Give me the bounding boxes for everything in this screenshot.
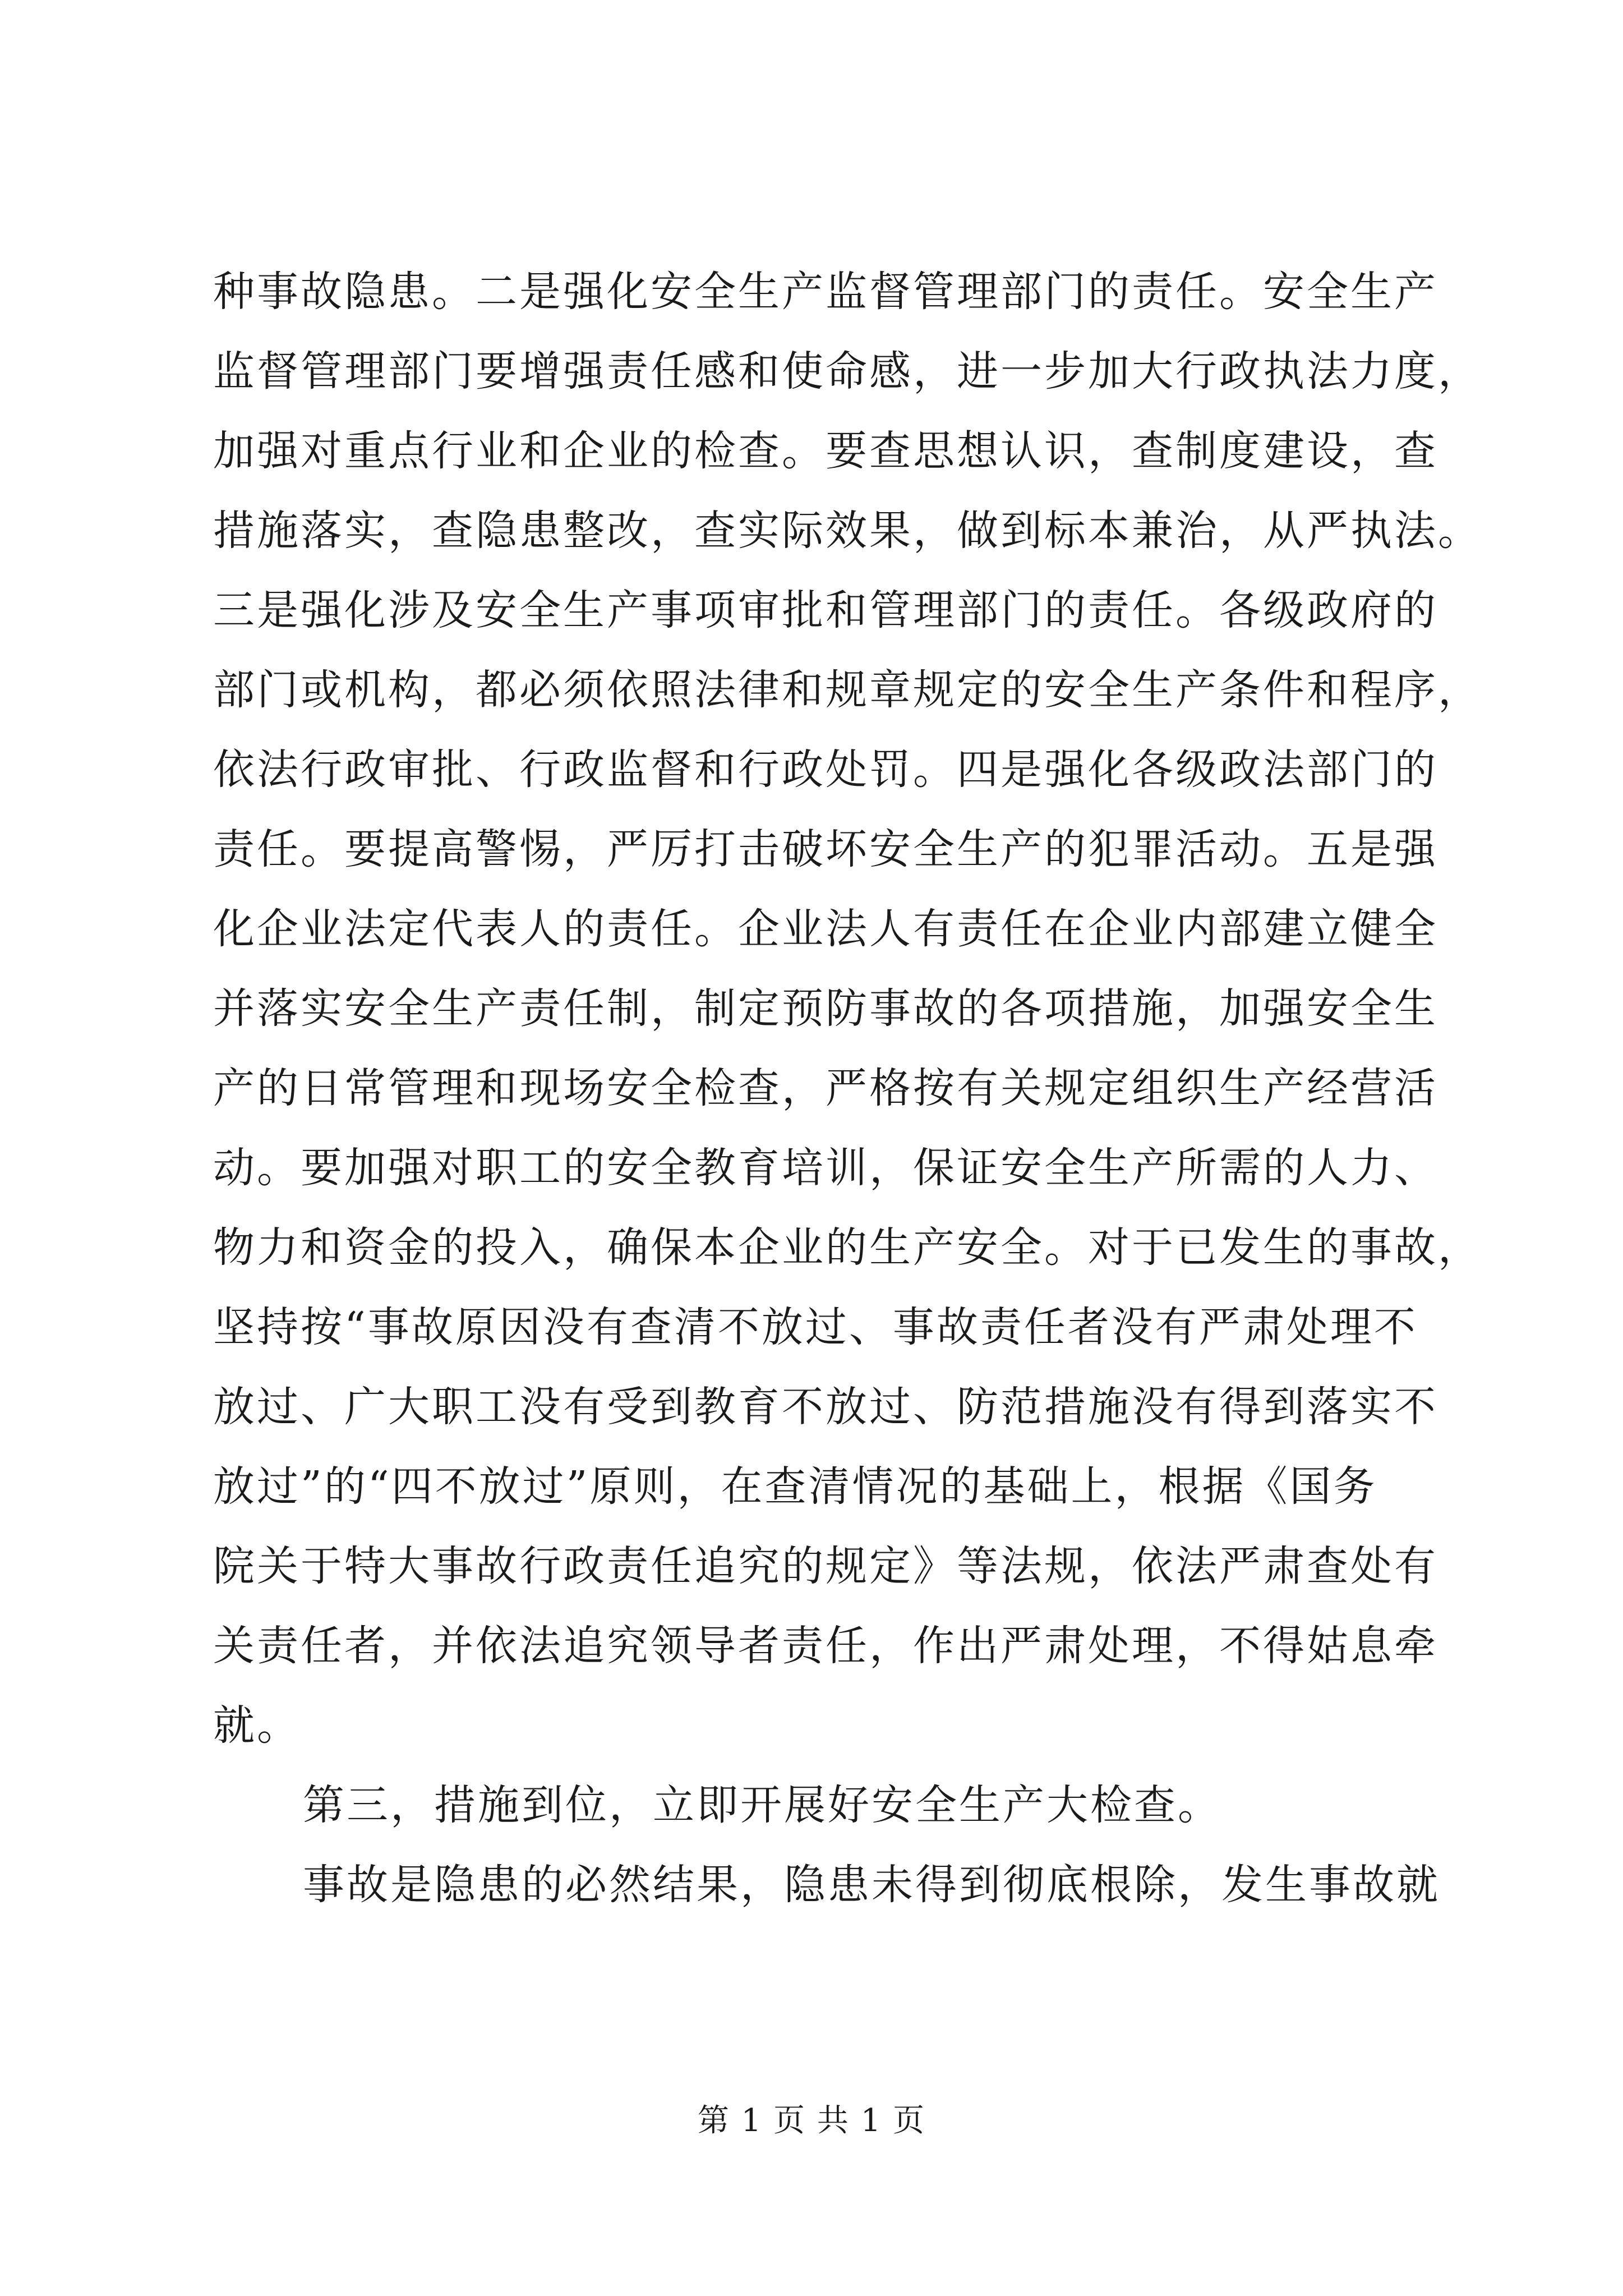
text-line: 监督管理部门要增强责任感和使命感，进一步加大行政执法力度， bbox=[213, 347, 1482, 395]
text-line: 种事故隐患。二是强化安全生产监督管理部门的责任。安全生产 bbox=[213, 268, 1438, 316]
text-line: 放过”的“四不放过”原则，在查清情况的基础上，根据《国务 bbox=[213, 1462, 1377, 1511]
text-line: 三是强化涉及安全生产事项审批和管理部门的责任。各级政府的 bbox=[213, 586, 1438, 634]
page-footer: 第 1 页 共 1 页 bbox=[697, 2102, 926, 2139]
text-line: 并落实安全生产责任制，制定预防事故的各项措施，加强安全生 bbox=[213, 984, 1438, 1033]
text-line: 物力和资金的投入，确保本企业的生产安全。对于已发生的事故， bbox=[213, 1223, 1482, 1272]
text-line: 依法行政审批、行政监督和行政处罚。四是强化各级政法部门的 bbox=[213, 746, 1438, 794]
text-line: 动。要加强对职工的安全教育培训，保证安全生产所需的人力、 bbox=[213, 1144, 1438, 1192]
text-line: 化企业法定代表人的责任。企业法人有责任在企业内部建立健全 bbox=[213, 905, 1438, 953]
text-line: 部门或机构，都必须依照法律和规章规定的安全生产条件和程序， bbox=[213, 666, 1482, 714]
text-line: 院关于特大事故行政责任追究的规定》等法规，依法严肃查处有 bbox=[213, 1542, 1438, 1590]
text-line: 坚持按“事故原因没有查清不放过、事故责任者没有严肃处理不 bbox=[213, 1303, 1418, 1351]
section-heading: 第三，措施到位，立即开展好安全生产大检查。 bbox=[303, 1781, 1221, 1829]
text-line: 措施落实，查隐患整改，查实际效果，做到标本兼治，从严执法。 bbox=[213, 507, 1482, 555]
text-line: 事故是隐患的必然结果，隐患未得到彻底根除，发生事故就 bbox=[303, 1861, 1440, 1909]
text-line: 放过、广大职工没有受到教育不放过、防范措施没有得到落实不 bbox=[213, 1383, 1438, 1431]
text-line: 产的日常管理和现场安全检查，严格按有关规定组织生产经营活 bbox=[213, 1064, 1438, 1112]
text-line: 责任。要提高警惕，严厉打击破坏安全生产的犯罪活动。五是强 bbox=[213, 825, 1438, 873]
text-line: 关责任者，并依法追究领导者责任，作出严肃处理，不得姑息牵 bbox=[213, 1622, 1438, 1670]
text-line: 就。 bbox=[213, 1701, 301, 1750]
text-line: 加强对重点行业和企业的检查。要查思想认识，查制度建设，查 bbox=[213, 427, 1438, 475]
